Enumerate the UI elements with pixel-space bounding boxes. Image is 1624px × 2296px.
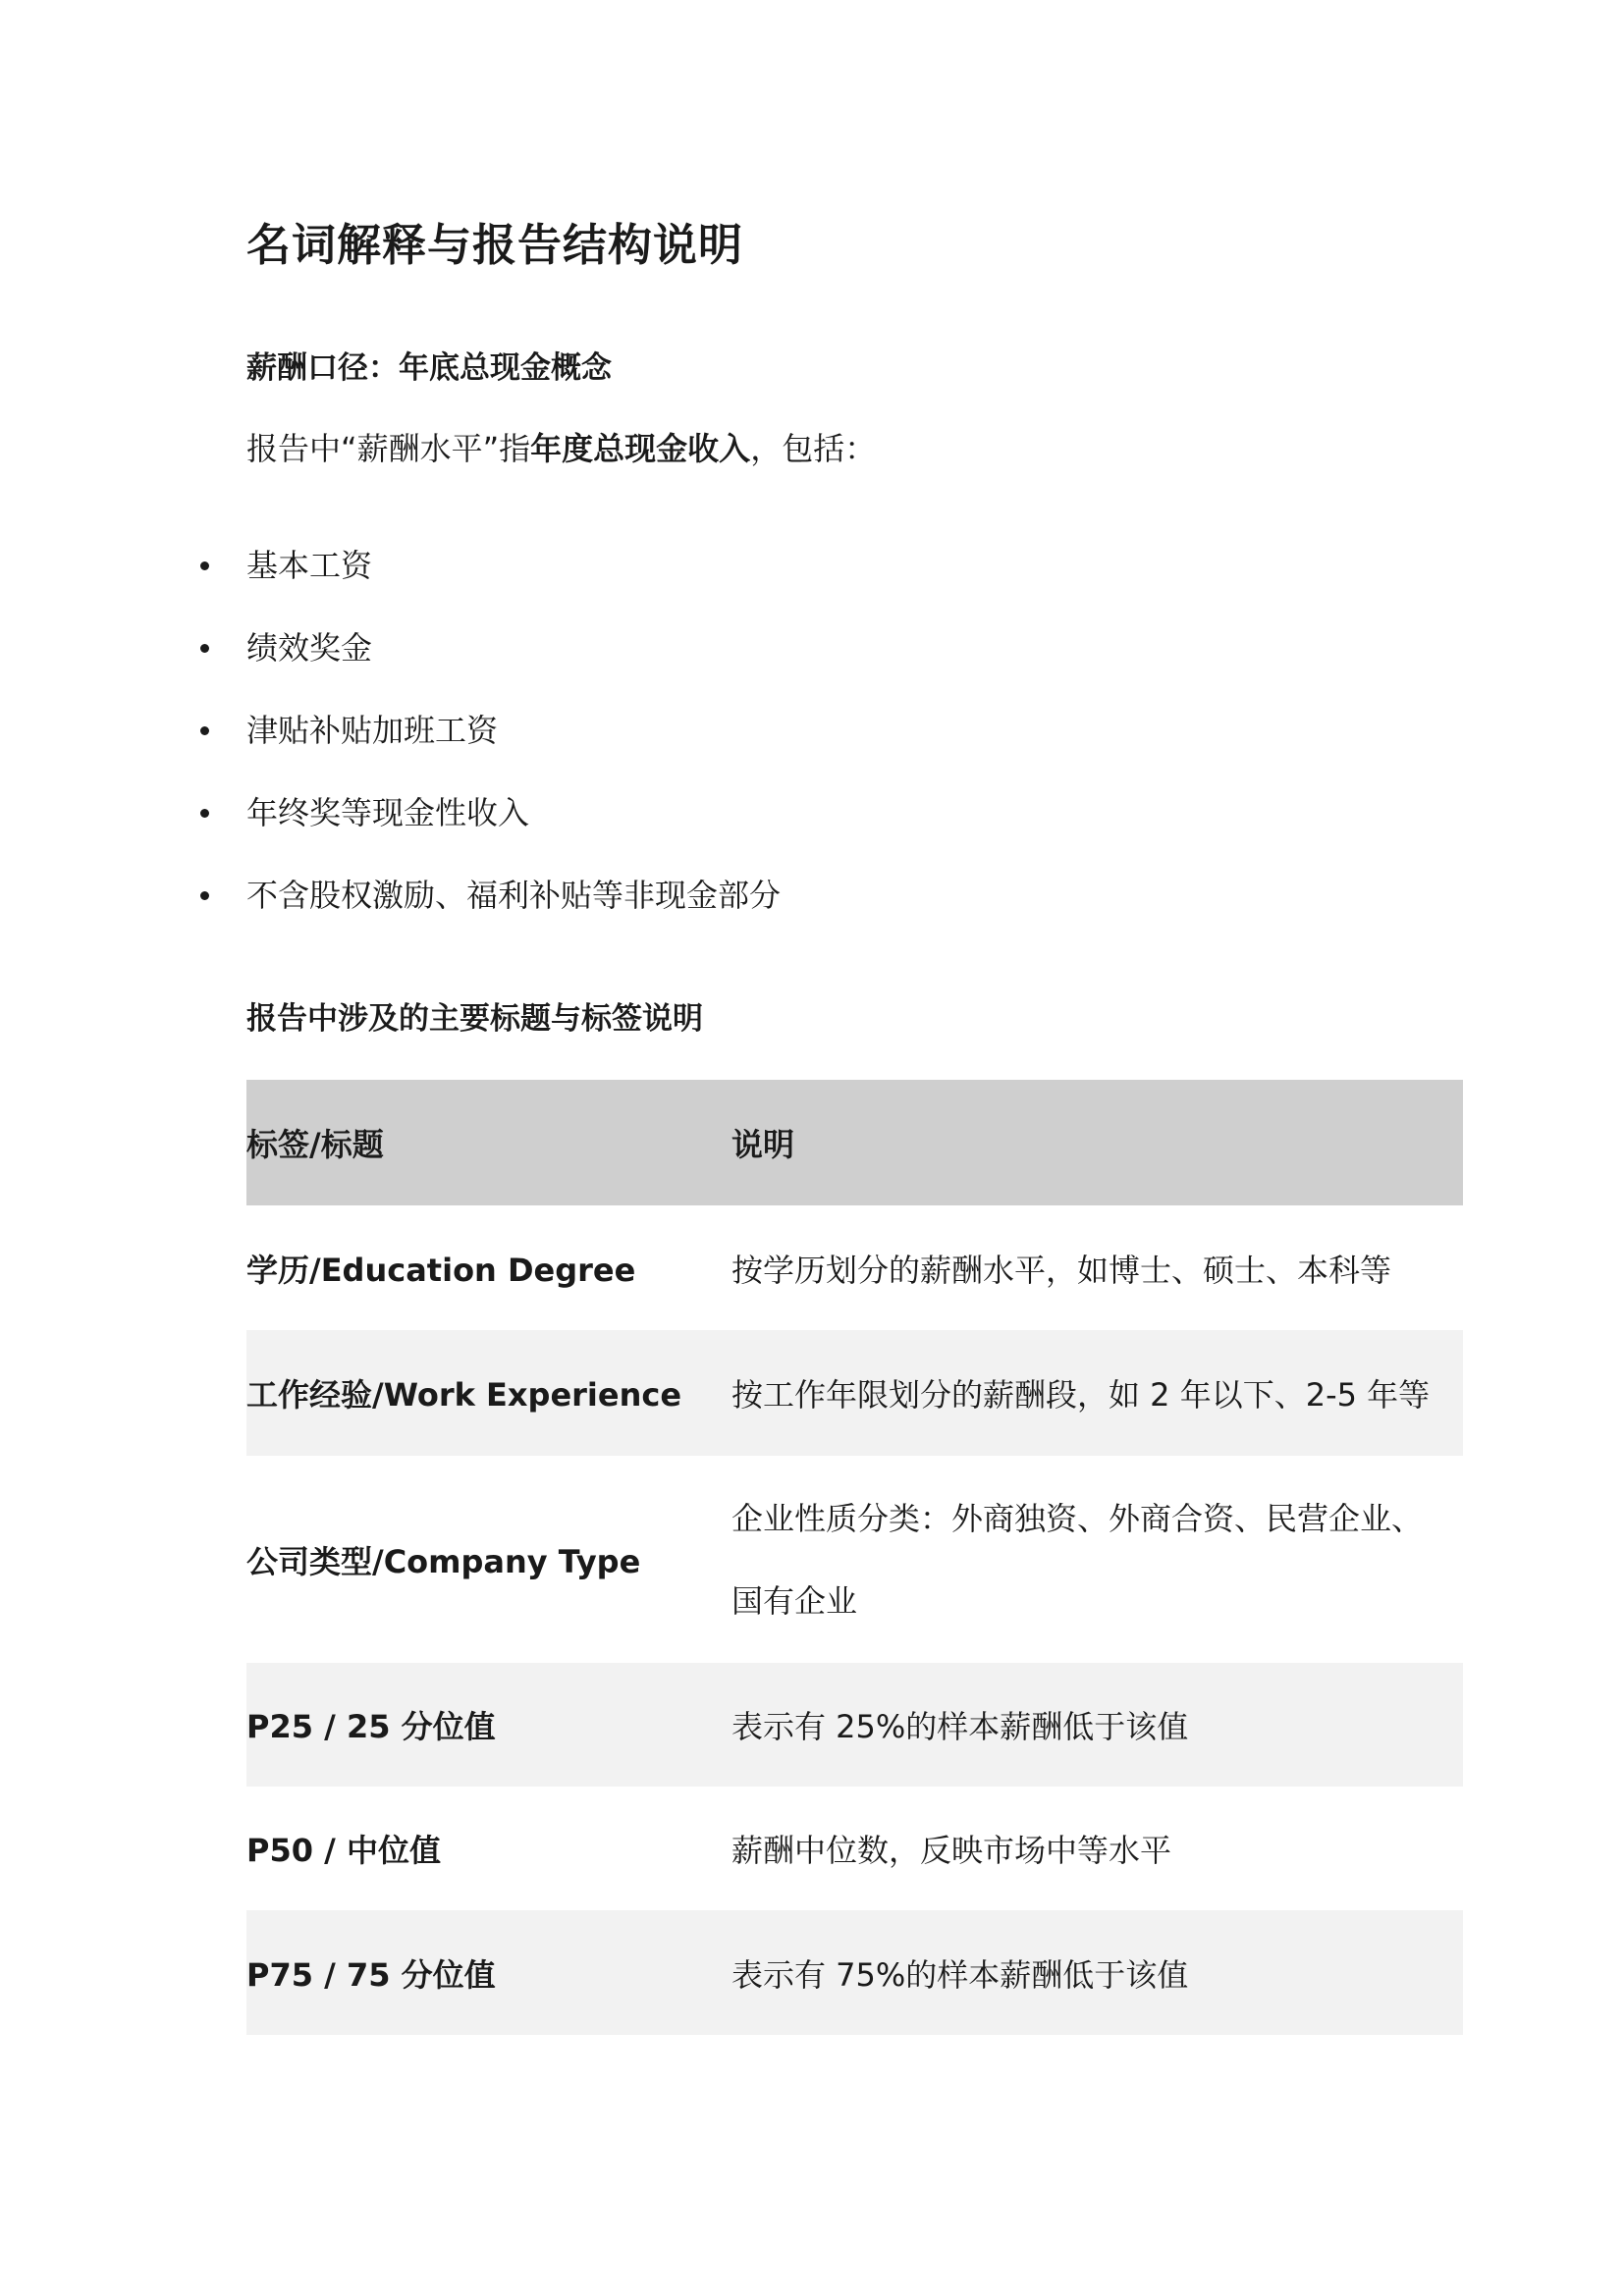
intro-paragraph: [246, 426, 876, 471]
table-cell-desc-line: 国有企业: [731, 1581, 858, 1620]
table-cell-label: P75 / 75 分位值: [246, 1955, 496, 1994]
table-row: [246, 1205, 1463, 1330]
table-cell-desc: 薪酬中位数，反映市场中等水平: [731, 1832, 1172, 1869]
table-cell-desc: 按学历划分的薪酬水平，如博士、硕士、本科等: [731, 1251, 1392, 1289]
table-cell-desc: 表示有 75%的样本薪酬低于该值: [731, 1955, 1189, 1994]
list-item-text: 年终奖等现金性收入: [246, 794, 530, 831]
bullet-dot-icon: [200, 891, 209, 900]
table-row: [246, 1910, 1463, 2035]
list-item-text: 不含股权激励、福利补贴等非现金部分: [246, 877, 782, 914]
table-cell-label: 工作经验/Work Experience: [246, 1376, 682, 1414]
bullet-dot-icon: [200, 809, 209, 818]
intro-strong: 年度总现金收入: [530, 430, 751, 467]
table-header-desc: 说明: [731, 1126, 795, 1163]
table-header-row: [246, 1080, 1463, 1205]
table-cell-label: 学历/Education Degree: [246, 1251, 636, 1289]
table-cell-label: P50 / 中位值: [246, 1832, 441, 1869]
bullet-dot-icon: [200, 726, 209, 735]
table-row: [246, 1787, 1463, 1910]
table-cell-label: 公司类型/Company Type: [246, 1542, 641, 1580]
table-row: [246, 1663, 1463, 1787]
table-row: [246, 1456, 1463, 1663]
section-heading-labels: 报告中涉及的主要标题与标签说明: [246, 1001, 703, 1037]
intro-suffix: ，包括：: [750, 430, 877, 467]
page-title: 名词解释与报告结构说明: [246, 219, 744, 271]
list-item-text: 津贴补贴加班工资: [246, 712, 499, 749]
bullet-dot-icon: [200, 561, 209, 570]
intro-prefix: 报告中“薪酬水平”指: [246, 430, 531, 467]
section-heading-compensation-scope: 薪酬口径：年底总现金概念: [246, 350, 612, 386]
list-item-text: 基本工资: [246, 547, 373, 584]
table-cell-desc: 按工作年限划分的薪酬段，如 2 年以下、2-5 年等: [731, 1376, 1431, 1414]
table-header-label: 标签/标题: [246, 1126, 384, 1163]
table-cell-label: P25 / 25 分位值: [246, 1708, 496, 1745]
table-cell-desc: [731, 1456, 1463, 1663]
table-row: [246, 1330, 1463, 1456]
bullet-dot-icon: [200, 644, 209, 653]
table-cell-desc: 表示有 25%的样本薪酬低于该值: [731, 1708, 1189, 1745]
list-item-text: 绩效奖金: [246, 629, 373, 667]
table-cell-desc-line: 企业性质分类：外商独资、外商合资、民营企业、: [731, 1499, 1424, 1537]
